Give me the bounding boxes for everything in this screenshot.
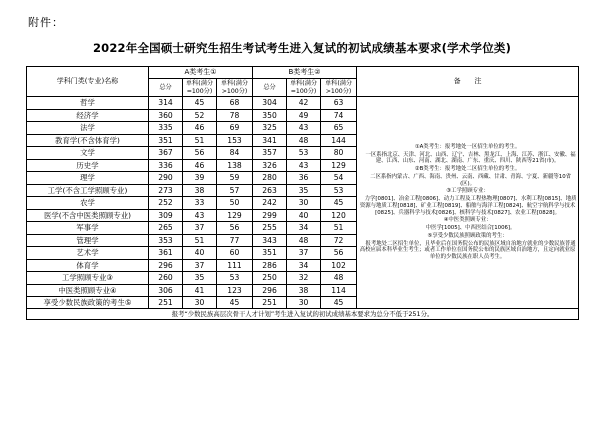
- row-a-over: 123: [217, 284, 253, 296]
- row-b-over: 102: [321, 259, 357, 271]
- row-b-100: 34: [287, 222, 321, 234]
- row-discipline-name: 哲学: [27, 97, 149, 109]
- row-a-total: 260: [149, 272, 183, 284]
- header-group-b: B类考生②: [253, 67, 357, 79]
- row-a-over: 53: [217, 272, 253, 284]
- row-b-over: 45: [321, 297, 357, 309]
- row-a-over: 78: [217, 109, 253, 121]
- row-discipline-name: 医学(不含中医类照顾专业): [27, 209, 149, 221]
- header-b-single-100: 单科(满分=100分): [287, 78, 321, 97]
- row-a-total: 351: [149, 134, 183, 146]
- row-b-over: 120: [321, 209, 357, 221]
- row-a-over: 153: [217, 134, 253, 146]
- row-b-over: 45: [321, 197, 357, 209]
- row-a-100: 43: [183, 209, 217, 221]
- row-a-over: 68: [217, 97, 253, 109]
- header-a-single-100: 单科(满分=100分): [183, 78, 217, 97]
- row-b-total: 351: [253, 247, 287, 259]
- row-a-over: 59: [217, 172, 253, 184]
- row-b-total: 304: [253, 97, 287, 109]
- row-b-over: 48: [321, 272, 357, 284]
- remark-line: 中医学[1005]、中西医结合[1006]。: [425, 225, 516, 232]
- header-b-total: 总分: [253, 78, 287, 97]
- row-a-over: 69: [217, 122, 253, 134]
- row-b-100: 43: [287, 159, 321, 171]
- row-discipline-name: 理学: [27, 172, 149, 184]
- row-b-over: 63: [321, 97, 357, 109]
- row-discipline-name: 教育学(不含体育学): [27, 134, 149, 146]
- row-a-100: 35: [183, 272, 217, 284]
- row-b-total: 343: [253, 234, 287, 246]
- table-header-group-row: [27, 67, 579, 79]
- row-b-over: 144: [321, 134, 357, 146]
- row-a-100: 41: [183, 284, 217, 296]
- row-a-total: 273: [149, 184, 183, 196]
- row-a-total: 252: [149, 197, 183, 209]
- row-b-100: 30: [287, 297, 321, 309]
- remark-line: 力学[0801]、冶金工程[0806]、动力工程及工程热物理[0807]、水利工程[0815]、地质资源与地质工程[0818]、矿业工程[0819]、船舶与海洋工程[0824]、航空宇航科学与技术[0825]、兵器科学与技术[0826]、核科学与技术[0827]、农业工程[0828]。: [359, 196, 577, 216]
- row-a-over: 84: [217, 147, 253, 159]
- row-b-over: 56: [321, 247, 357, 259]
- header-discipline: 学科门类(专业)名称: [27, 67, 149, 97]
- row-a-over: 60: [217, 247, 253, 259]
- row-a-over: 129: [217, 209, 253, 221]
- row-a-total: 360: [149, 109, 183, 121]
- row-b-100: 38: [287, 284, 321, 296]
- row-b-100: 36: [287, 172, 321, 184]
- row-a-total: 314: [149, 97, 183, 109]
- row-discipline-name: 军事学: [27, 222, 149, 234]
- row-b-100: 30: [287, 197, 321, 209]
- row-a-total: 336: [149, 159, 183, 171]
- remark-line: ③工学照顾专业：: [446, 188, 489, 195]
- row-a-over: 50: [217, 197, 253, 209]
- row-b-over: 114: [321, 284, 357, 296]
- row-b-over: 54: [321, 172, 357, 184]
- row-a-100: 51: [183, 134, 217, 146]
- row-b-100: 32: [287, 272, 321, 284]
- remark-line: ①A类考生：报考地处一区招生单位的考生。: [414, 143, 521, 150]
- row-b-total: 251: [253, 297, 287, 309]
- remark-line: ④中医类照顾专业：: [443, 217, 492, 224]
- row-b-total: 325: [253, 122, 287, 134]
- row-b-100: 53: [287, 147, 321, 159]
- row-b-100: 48: [287, 234, 321, 246]
- row-b-total: 242: [253, 197, 287, 209]
- row-discipline-name: 体育学: [27, 259, 149, 271]
- row-a-over: 77: [217, 234, 253, 246]
- row-discipline-name: 中医类照顾专业④: [27, 284, 149, 296]
- row-b-total: 263: [253, 184, 287, 196]
- row-a-100: 38: [183, 184, 217, 196]
- row-discipline-name: 工学(不含工学照顾专业): [27, 184, 149, 196]
- row-a-total: 296: [149, 259, 183, 271]
- remark-line: ②B类考生：报考地处二区招生单位的考生。: [414, 166, 521, 173]
- row-a-100: 56: [183, 147, 217, 159]
- row-discipline-name: 艺术学: [27, 247, 149, 259]
- row-a-over: 138: [217, 159, 253, 171]
- table-row: [27, 97, 579, 109]
- row-a-100: 33: [183, 197, 217, 209]
- row-b-total: 350: [253, 109, 287, 121]
- row-a-over: 111: [217, 259, 253, 271]
- row-b-over: 72: [321, 234, 357, 246]
- row-b-over: 65: [321, 122, 357, 134]
- row-discipline-name: 经济学: [27, 109, 149, 121]
- header-b-single-over100: 单科(满分>100分): [321, 78, 357, 97]
- row-a-total: 290: [149, 172, 183, 184]
- remark-line: 报考地处二区招生单位，且毕业后在国务院公布的民族区域自治地方就业的少数民族普通高校应届本科毕业生考生；或者工作单位在国务院公布的民族区域自治地方，且定向就业原单位的少数民族在职人员考生。: [359, 240, 576, 261]
- remark-line: 二区系指内蒙古、广西、海南、贵州、云南、西藏、甘肃、青海、宁夏、新疆等10省(区)。: [370, 173, 572, 187]
- attachment-label: 附件：: [28, 16, 64, 29]
- row-a-total: 335: [149, 122, 183, 134]
- row-a-100: 46: [183, 159, 217, 171]
- row-a-100: 40: [183, 247, 217, 259]
- row-b-100: 40: [287, 209, 321, 221]
- row-b-total: 357: [253, 147, 287, 159]
- row-b-100: 42: [287, 97, 321, 109]
- row-a-total: 251: [149, 297, 183, 309]
- row-discipline-name: 工学照顾专业③: [27, 272, 149, 284]
- row-a-100: 39: [183, 172, 217, 184]
- row-a-total: 367: [149, 147, 183, 159]
- row-b-over: 80: [321, 147, 357, 159]
- footnote-text: 报考“少数民族高层次骨干人才计划”考生进入复试的初试成绩基本要求为总分不低于251分。: [27, 309, 579, 320]
- row-a-over: 56: [217, 222, 253, 234]
- row-b-100: 34: [287, 259, 321, 271]
- remark-line: ⑤享受少数民族照顾政策的考生：: [427, 232, 508, 239]
- row-b-over: 129: [321, 159, 357, 171]
- row-b-total: 341: [253, 134, 287, 146]
- remark-column: [357, 97, 579, 309]
- row-discipline-name: 享受少数民族政策的考生⑤: [27, 297, 149, 309]
- row-b-over: 53: [321, 184, 357, 196]
- row-a-total: 309: [149, 209, 183, 221]
- row-b-100: 37: [287, 247, 321, 259]
- row-b-100: 49: [287, 109, 321, 121]
- score-requirements-table: [26, 66, 579, 320]
- row-discipline-name: 法学: [27, 122, 149, 134]
- row-a-total: 265: [149, 222, 183, 234]
- row-b-100: 48: [287, 134, 321, 146]
- row-a-100: 52: [183, 109, 217, 121]
- header-remark: 备 注: [357, 67, 579, 97]
- row-b-over: 51: [321, 222, 357, 234]
- header-a-single-over100: 单科(满分>100分): [217, 78, 253, 97]
- row-discipline-name: 管理学: [27, 234, 149, 246]
- row-a-100: 46: [183, 122, 217, 134]
- row-a-100: 37: [183, 259, 217, 271]
- row-discipline-name: 文学: [27, 147, 149, 159]
- row-a-100: 45: [183, 97, 217, 109]
- row-discipline-name: 历史学: [27, 159, 149, 171]
- row-discipline-name: 农学: [27, 197, 149, 209]
- row-b-total: 255: [253, 222, 287, 234]
- row-b-total: 286: [253, 259, 287, 271]
- row-b-100: 35: [287, 184, 321, 196]
- row-a-100: 30: [183, 297, 217, 309]
- row-b-total: 250: [253, 272, 287, 284]
- remark-line: 一区系指北京、天津、河北、山西、辽宁、吉林、黑龙江、上海、江苏、浙江、安徽、福建、江西、山东、河南、湖北、湖南、广东、重庆、四川、陕西等21省(市)。: [365, 151, 576, 165]
- row-b-100: 43: [287, 122, 321, 134]
- row-b-total: 280: [253, 172, 287, 184]
- row-a-total: 306: [149, 284, 183, 296]
- page-title: 2022年全国硕士研究生招生考试考生进入复试的初试成绩基本要求(学术学位类): [92, 41, 512, 55]
- header-group-a: A类考生①: [149, 67, 253, 79]
- row-a-100: 37: [183, 222, 217, 234]
- row-b-total: 299: [253, 209, 287, 221]
- table-footnote-row: [27, 309, 579, 320]
- row-b-total: 326: [253, 159, 287, 171]
- row-a-total: 353: [149, 234, 183, 246]
- row-a-over: 45: [217, 297, 253, 309]
- row-a-100: 51: [183, 234, 217, 246]
- header-a-total: 总分: [149, 78, 183, 97]
- row-a-over: 57: [217, 184, 253, 196]
- row-a-total: 361: [149, 247, 183, 259]
- row-b-over: 74: [321, 109, 357, 121]
- row-b-total: 296: [253, 284, 287, 296]
